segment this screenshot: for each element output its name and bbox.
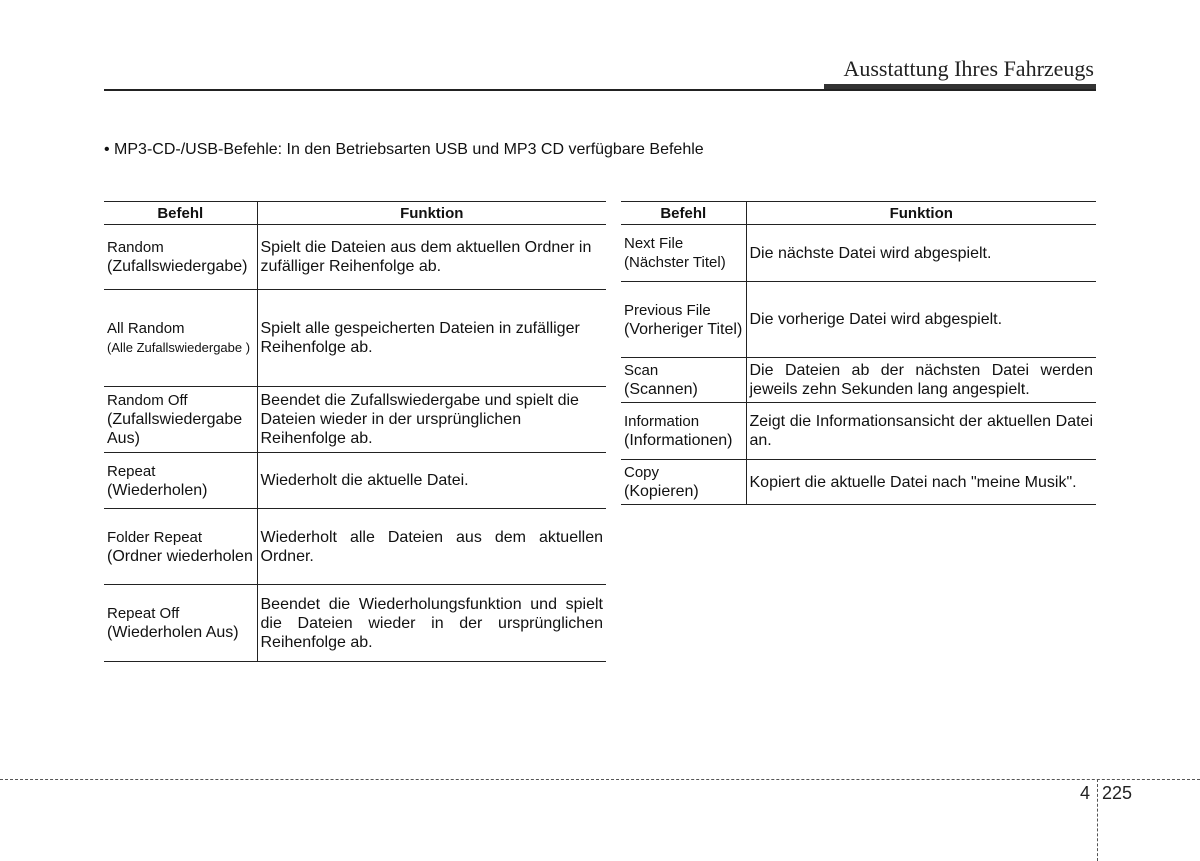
command-name: Random Off: [107, 392, 188, 409]
command-name: Information: [624, 413, 700, 430]
command-translation: (Wiederholen): [107, 481, 208, 499]
function-cell: Die nächste Datei wird abgespielt.: [746, 225, 1096, 282]
table-row: [104, 509, 606, 585]
command-translation: (Scannen): [624, 381, 698, 398]
command-translation: (Zufallswiedergabe): [107, 258, 248, 275]
footer-rule: [0, 779, 1200, 780]
column-header-function: Funktion: [257, 202, 606, 225]
table-header-row: [621, 202, 1096, 225]
command-cell: [621, 358, 746, 403]
function-cell: Kopiert die aktuelle Datei nach "meine Musik".: [746, 460, 1096, 505]
command-translation: (Nächster Titel): [624, 254, 726, 271]
page-header-title: Ausstattung Ihres Fahrzeugs: [843, 56, 1094, 81]
command-name: Next File: [624, 235, 684, 252]
command-translation: (Vorheriger Titel): [624, 320, 743, 338]
table-row: [621, 225, 1096, 282]
command-cell: [621, 460, 746, 505]
table-row: [104, 585, 606, 662]
table-row: [104, 453, 606, 509]
command-cell: [621, 403, 746, 460]
function-cell: Wiederholt alle Dateien aus dem aktuellen Ordner.: [257, 509, 606, 585]
column-header-function: Funktion: [746, 202, 1096, 225]
column-header-command: Befehl: [621, 202, 746, 225]
function-cell: Wiederholt die aktuelle Datei.: [257, 453, 606, 509]
table-row: [621, 358, 1096, 403]
command-name: Previous File: [624, 301, 711, 319]
right-command-table: [621, 201, 1096, 505]
command-translation: (Alle Zufallswiedergabe ): [107, 340, 251, 355]
command-cell: [104, 225, 257, 290]
function-cell: Zeigt die Informationsansicht der aktuellen Datei an.: [746, 403, 1096, 460]
command-translation: (Informationen): [624, 432, 733, 449]
table-row: [621, 460, 1096, 505]
header-rule: [104, 89, 1096, 91]
function-cell: Spielt die Dateien aus dem aktuellen Ordner in zufälliger Reihenfolge ab.: [257, 225, 606, 290]
command-cell: [104, 387, 257, 453]
page-chapter-number: 4: [1080, 783, 1091, 803]
command-cell: [621, 225, 746, 282]
command-translation: (Zufallswiedergabe Aus): [107, 411, 243, 447]
command-name: All Random: [107, 320, 185, 337]
command-cell: [104, 509, 257, 585]
command-translation: (Wiederholen Aus): [107, 624, 239, 641]
table-row: [621, 403, 1096, 460]
function-cell: Beendet die Zufallswiedergabe und spielt die Dateien wieder in der ursprünglichen Reihenfolge ab.: [257, 387, 606, 453]
command-cell: [104, 585, 257, 662]
function-cell: Beendet die Wiederholungsfunktion und spielt die Dateien wieder in der ursprünglichen Reihenfolge ab.: [257, 585, 606, 662]
command-name: Random: [107, 239, 164, 256]
table-row: [104, 225, 606, 290]
table-row: [621, 282, 1096, 358]
table-row: [104, 387, 606, 453]
command-cell: [104, 290, 257, 387]
column-header-command: Befehl: [104, 202, 257, 225]
function-cell: Die Dateien ab der nächsten Datei werden jeweils zehn Sekunden lang angespielt.: [746, 358, 1096, 403]
command-name: Copy: [624, 464, 660, 481]
footer-divider: [1097, 779, 1098, 861]
command-translation: (Ordner wiederholen: [107, 547, 253, 565]
command-cell: [104, 453, 257, 509]
command-cell: [621, 282, 746, 358]
intro-text: • MP3-CD-/USB-Befehle: In den Betriebsarten USB und MP3 CD verfügbare Befehle: [104, 141, 704, 158]
left-command-table: [104, 201, 606, 662]
page-number: 225: [1102, 783, 1133, 803]
command-name: Repeat: [107, 462, 156, 480]
command-name: Scan: [624, 362, 659, 379]
function-cell: Die vorherige Datei wird abgespielt.: [746, 282, 1096, 358]
table-header-row: [104, 202, 606, 225]
table-row: [104, 290, 606, 387]
function-cell: Spielt alle gespeicherten Dateien in zufälliger Reihenfolge ab.: [257, 290, 606, 387]
command-translation: (Kopieren): [624, 483, 699, 500]
command-name: Repeat Off: [107, 605, 180, 622]
command-name: Folder Repeat: [107, 528, 203, 546]
